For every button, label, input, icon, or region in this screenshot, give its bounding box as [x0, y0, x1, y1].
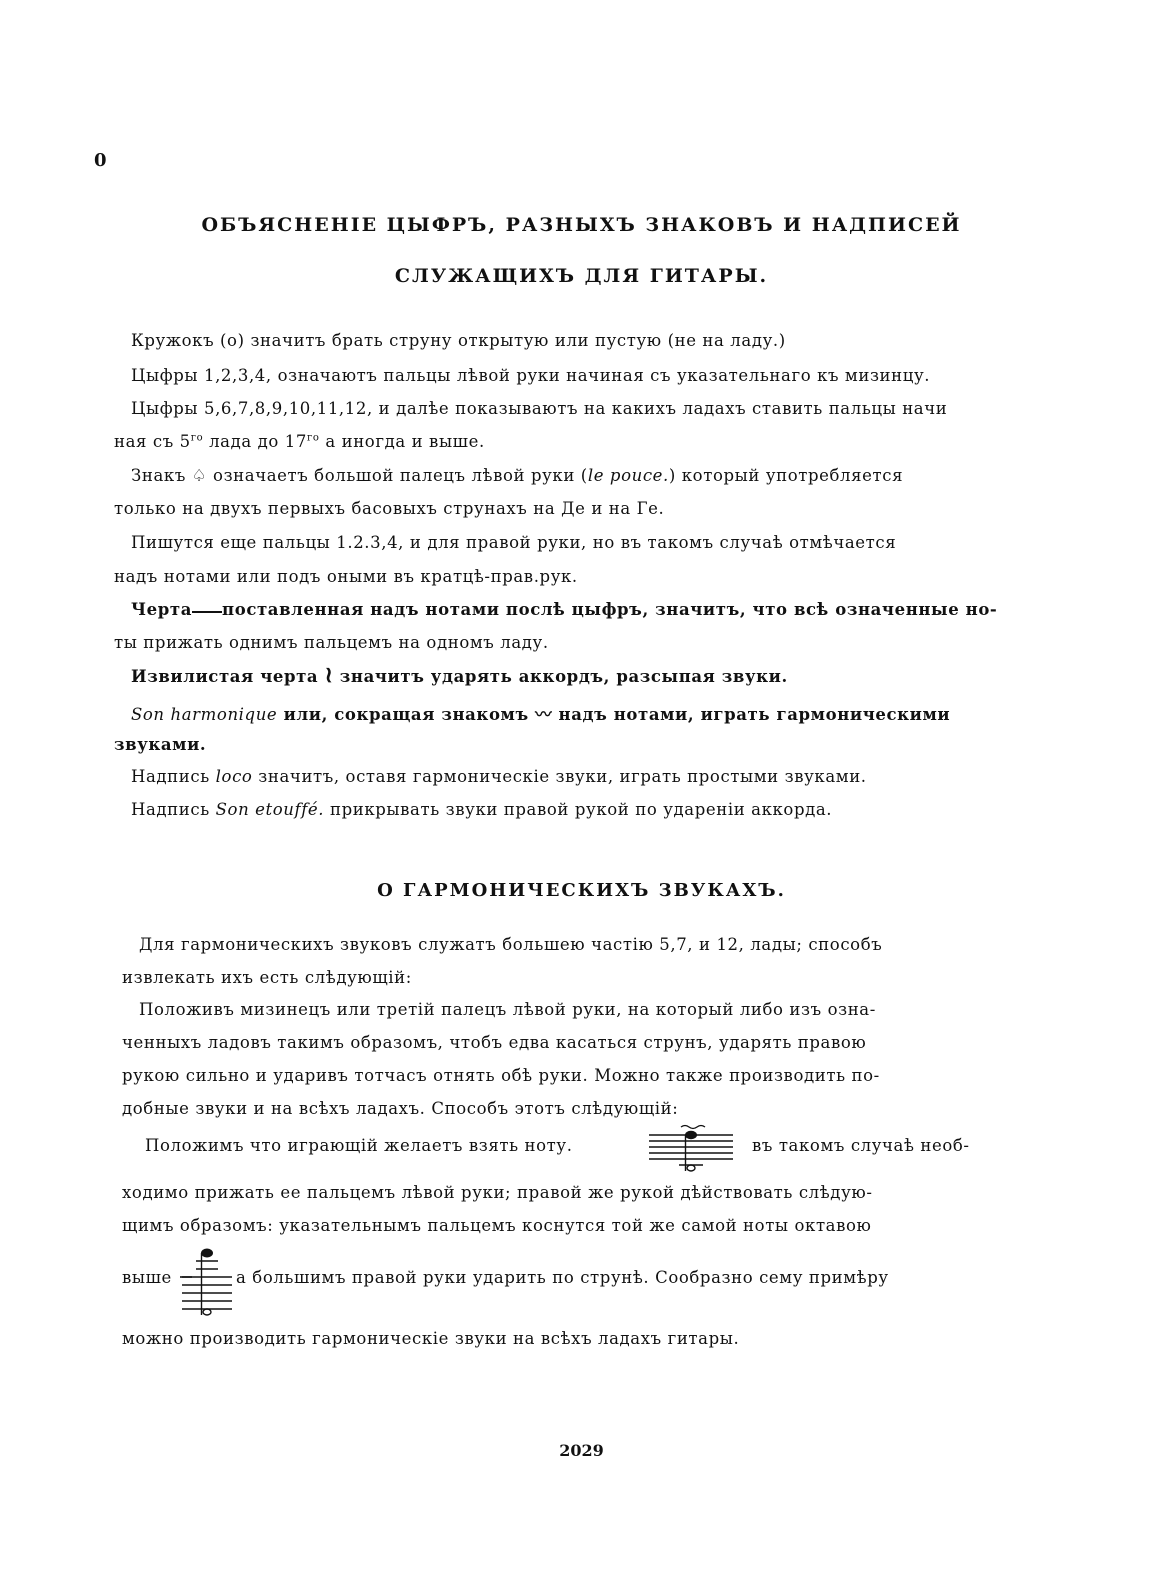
- thumb-sign-icon: ♤: [191, 466, 208, 485]
- text-run: значитъ, оставя гармоническіе звуки, играть простыми звуками.: [252, 767, 867, 786]
- text-line: можно производить гармоническіе звуки на всѣхъ ладахъ гитары.: [122, 1329, 740, 1348]
- text-run: прикрывать звуки правой рукой по удареніи аккорда.: [324, 800, 833, 819]
- text-run: Черта: [131, 600, 193, 619]
- text-line: Пишутся еще пальцы 1.2.3,4, и для правой руки, но въ такомъ случаѣ отмѣчается: [131, 533, 897, 552]
- music-octave-example-icon: [178, 1245, 234, 1317]
- main-heading-line-1: ОБЪЯСНЕНІЕ ЦЫФРЪ, РАЗНЫХЪ ЗНАКОВЪ И НАДПИСЕЙ: [201, 214, 962, 236]
- text-run: Знакъ: [131, 466, 192, 485]
- main-heading-line-2: СЛУЖАЩИХЪ ДЛЯ ГИТАРЫ.: [394, 265, 769, 287]
- harmonic-wave-icon: 〰: [535, 705, 553, 724]
- page-number: 0: [94, 150, 107, 171]
- text-run: означаетъ большой палецъ лѣвой руки (: [207, 466, 588, 485]
- superscript: го: [307, 432, 320, 444]
- text-line: звуками.: [114, 735, 207, 754]
- text-line: [131, 466, 903, 485]
- text-run: поставленная надъ нотами послѣ цыфръ, значитъ, что всѣ означенные но-: [222, 600, 998, 619]
- arpeggio-icon: ≀: [324, 662, 334, 688]
- text-line: Для гармоническихъ звуковъ служатъ большею частію 5,7, и 12, лады; способъ: [139, 935, 883, 954]
- text-run: Извилистая черта: [131, 667, 325, 686]
- text-run: надъ нотами, играть гармоническими: [552, 705, 951, 724]
- text-line: Положивъ мизинецъ или третій палецъ лѣвой руки, на который либо изъ озна-: [139, 1000, 876, 1019]
- text-line: выше: [122, 1268, 172, 1287]
- text-line: [131, 662, 788, 688]
- text-run: лада до 17: [203, 432, 307, 451]
- text-line: извлекать ихъ есть слѣдующій:: [122, 968, 412, 987]
- text-run: ная съ 5: [114, 432, 191, 451]
- italic-term: Son etouffé.: [215, 800, 325, 819]
- text-line: [114, 432, 485, 451]
- text-run: Надпись: [131, 800, 216, 819]
- text-line: Положимъ что играющій желаетъ взять ноту.: [145, 1136, 573, 1155]
- text-line: ты прижать однимъ пальцемъ на одномъ ладу.: [114, 633, 549, 652]
- text-line: Кружокъ (о) значитъ брать струну открытую или пустую (не на ладу.): [131, 331, 786, 350]
- text-line: Цыфры 1,2,3,4, означаютъ пальцы лѣвой руки начиная съ указательнаго къ мизинцу.: [131, 366, 931, 385]
- superscript: го: [190, 432, 204, 444]
- text-line: въ такомъ случаѣ необ-: [752, 1136, 970, 1155]
- text-line: только на двухъ первыхъ басовыхъ струнахъ на Де и на Ге.: [114, 499, 665, 518]
- plate-number: 2029: [559, 1441, 604, 1460]
- italic-term: loco: [215, 767, 253, 786]
- text-line: щимъ образомъ: указательнымъ пальцемъ коснутся той же самой ноты октавою: [122, 1216, 872, 1235]
- music-staff-example-icon: [645, 1123, 737, 1173]
- text-line: надъ нотами или подъ оными въ кратцѣ-прав.рук.: [114, 567, 578, 586]
- text-line: [131, 800, 832, 819]
- dash-line-icon: [192, 611, 222, 613]
- italic-term: le pouce.: [587, 466, 669, 485]
- text-line: [131, 600, 997, 619]
- text-line: [131, 767, 867, 786]
- text-line: а большимъ правой руки ударить по струнѣ. Сообразно сему примѣру: [236, 1268, 889, 1287]
- text-line: Цыфры 5,6,7,8,9,10,11,12, и далѣе показываютъ на какихъ ладахъ ставить пальцы начи: [131, 399, 948, 418]
- text-line: добные звуки и на всѣхъ ладахъ. Способъ этотъ слѣдующій:: [122, 1099, 679, 1118]
- text-run: а иногда и выше.: [319, 432, 485, 451]
- text-line: [131, 701, 950, 725]
- text-run: Надпись: [131, 767, 216, 786]
- text-run: или, сокращая знакомъ: [277, 705, 536, 724]
- text-run: ) который употребляется: [668, 466, 904, 485]
- text-line: ходимо прижать ее пальцемъ лѣвой руки; правой же рукой дѣйствовать слѣдую-: [122, 1183, 873, 1202]
- text-line: рукою сильно и ударивъ тотчасъ отнять обѣ руки. Можно также производить по-: [122, 1066, 880, 1085]
- italic-term: Son harmonique: [131, 705, 278, 724]
- text-line: ченныхъ ладовъ такимъ образомъ, чтобъ едва касаться струнъ, ударять правою: [122, 1033, 867, 1052]
- section-heading: О ГАРМОНИЧЕСКИХЪ ЗВУКАХЪ.: [377, 880, 786, 901]
- text-run: значитъ ударять аккордъ, разсыпая звуки.: [333, 667, 788, 686]
